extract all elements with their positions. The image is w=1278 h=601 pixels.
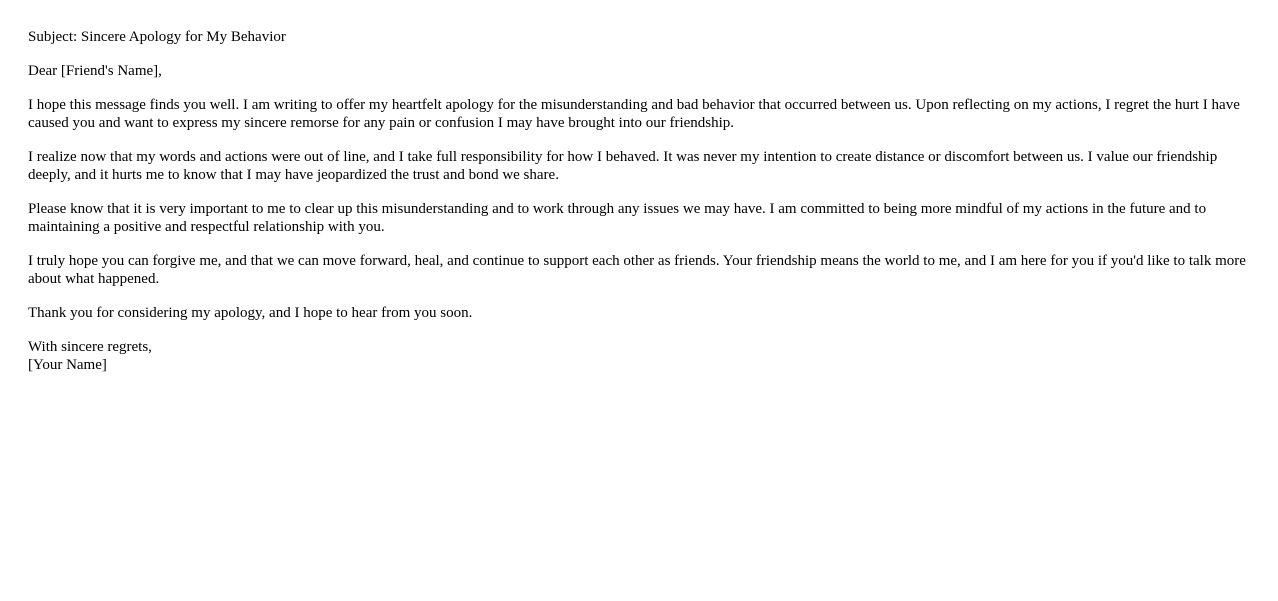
paragraph-5: Thank you for considering my apology, and I hope to hear from you soon. — [28, 305, 473, 321]
email-body — [28, 28, 1253, 374]
closing-block — [28, 338, 1253, 374]
closing: With sincere regrets, — [28, 339, 152, 355]
paragraph-3: Please know that it is very important to me to clear up this misunderstanding and to work through any issues we may have. I am committed to being more mindful of my actions in the future and to maintaining a positive and respectful relationship with you. — [28, 201, 1207, 235]
subject-line: Subject: Sincere Apology for My Behavior — [28, 29, 286, 45]
greeting: Dear [Friend's Name], — [28, 63, 162, 79]
signature: [Your Name] — [28, 357, 107, 373]
paragraph-2: I realize now that my words and actions were out of line, and I take full responsibility for how I behaved. It was never my intention to create distance or discomfort between us. I value our friendship deeply, and it hurts me to know that I may have jeopardized the trust and bond we share. — [28, 149, 1218, 183]
paragraph-1: I hope this message finds you well. I am writing to offer my heartfelt apology for the misunderstanding and bad behavior that occurred between us. Upon reflecting on my actions, I regret the hurt I have caused you and want to express my sincere remorse for any pain or confusion I may have brought into our friendship. — [28, 97, 1240, 131]
paragraph-4: I truly hope you can forgive me, and that we can move forward, heal, and continue to support each other as friends. Your friendship means the world to me, and I am here for you if you'd like to talk more about what happened. — [28, 253, 1246, 287]
